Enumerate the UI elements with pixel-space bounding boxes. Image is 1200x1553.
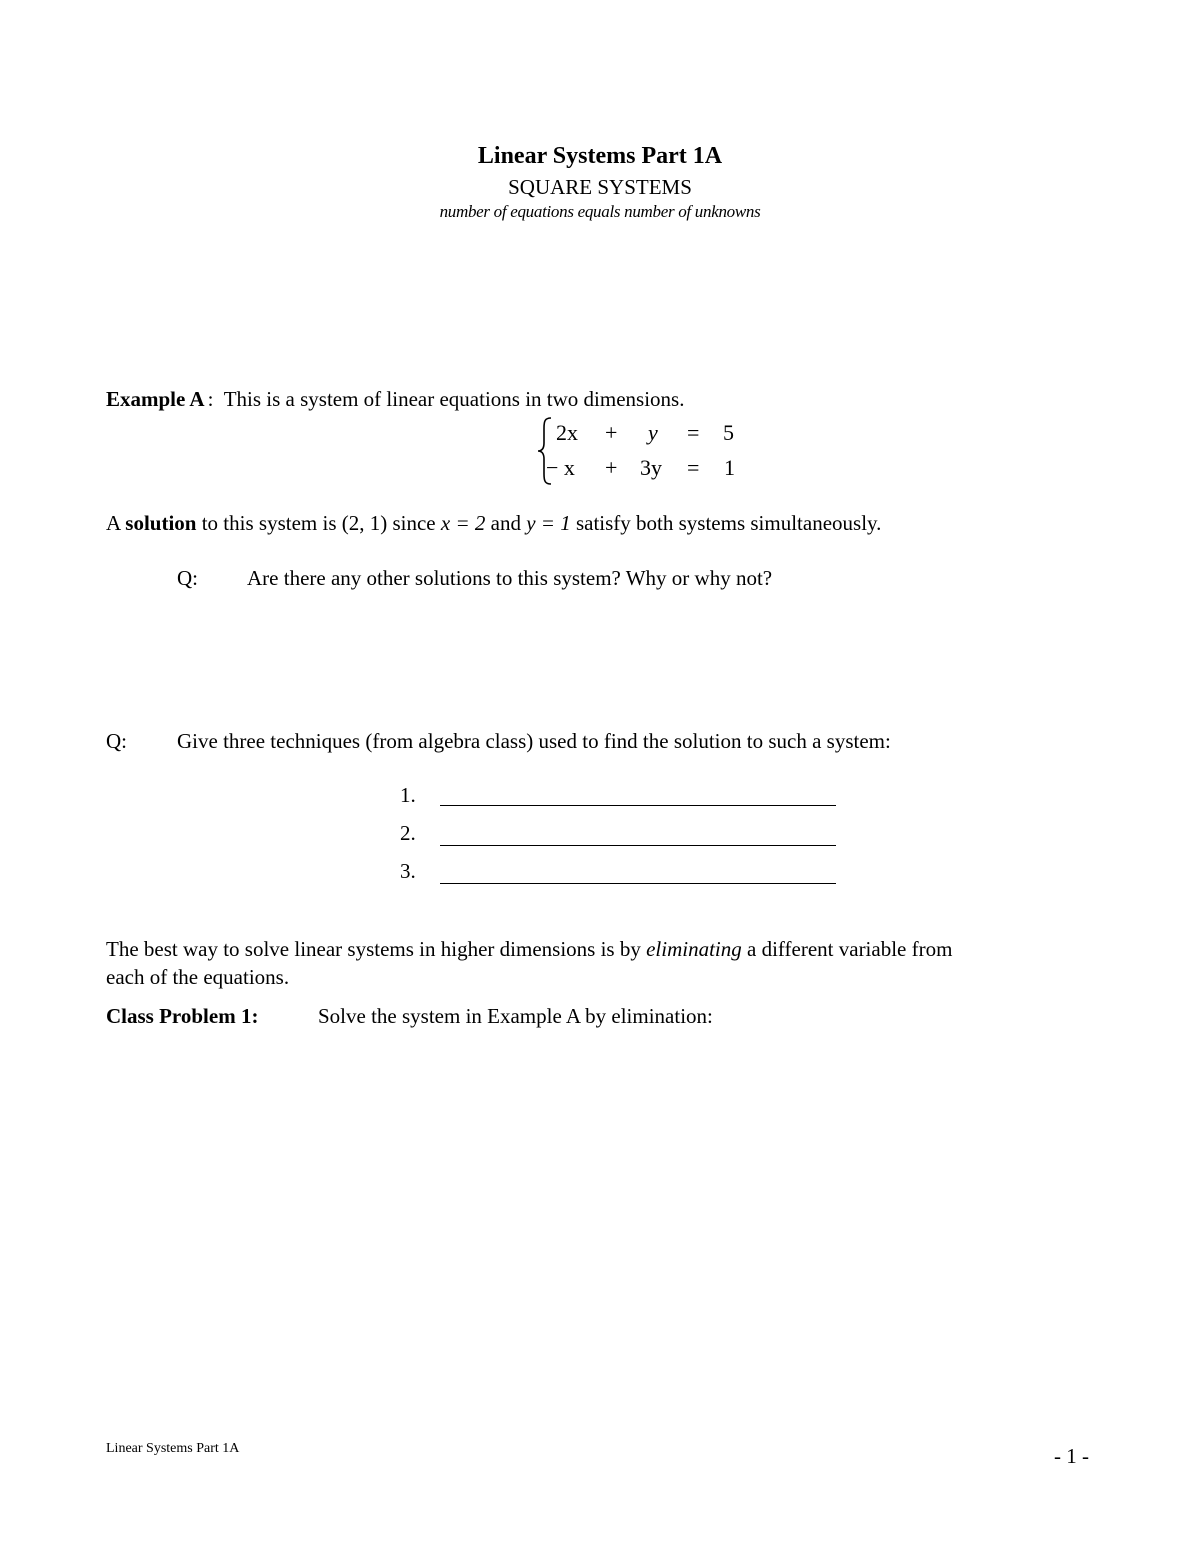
example-a-label: Example A	[106, 387, 205, 411]
eq2-term2: 3y	[640, 455, 662, 480]
question2-label: Q:	[106, 729, 127, 753]
example-a-text: This is a system of linear equations in two dimensions.	[223, 387, 685, 411]
footer-title: Linear Systems Part 1A	[106, 1441, 240, 1456]
page-subtitle: SQUARE SYSTEMS	[508, 175, 692, 199]
elimination-line1	[106, 937, 952, 962]
page-title: Linear Systems Part 1A	[477, 143, 723, 169]
class-problem-label: Class Problem 1:	[106, 1004, 259, 1028]
page-subsubtitle: number of equations equals number of unknowns	[439, 202, 761, 221]
solution-sentence	[106, 511, 881, 536]
answer-number-3: 3.	[400, 859, 416, 883]
eq2-rhs: 1	[724, 455, 735, 480]
eq2-equals: =	[687, 455, 700, 480]
elimination-italic-word: eliminating	[646, 937, 742, 961]
eq2-term1: − x	[546, 455, 575, 480]
eq1-term2: y	[648, 420, 658, 445]
question2-text: Give three techniques (from algebra class) used to find the solution to such a system:	[177, 729, 891, 753]
solution-y-eq: y = 1	[526, 511, 571, 535]
solution-bold-word: solution	[125, 511, 197, 535]
answer-number-1: 1.	[400, 783, 416, 807]
solution-x-eq: x = 2	[440, 511, 486, 535]
example-a-line	[106, 387, 684, 412]
page-number: - 1 -	[1054, 1444, 1089, 1468]
solution-and: and	[490, 511, 521, 535]
solution-text1: to this system is (2, 1) since	[201, 511, 436, 535]
class-problem-text: Solve the system in Example A by elimination:	[318, 1004, 713, 1028]
answer-blank-2[interactable]	[440, 821, 836, 846]
elimination-text2: a different variable from	[747, 937, 953, 961]
solution-prefix: A	[106, 511, 121, 535]
elimination-line2: each of the equations.	[106, 965, 290, 989]
eq1-op: +	[605, 420, 618, 445]
answer-blank-3[interactable]	[440, 859, 836, 884]
answer-number-2: 2.	[400, 821, 416, 845]
eq1-equals: =	[687, 420, 700, 445]
question1-label: Q:	[177, 566, 198, 590]
example-a-colon: :	[207, 387, 214, 411]
elimination-text1: The best way to solve linear systems in higher dimensions is by	[106, 937, 641, 961]
eq1-rhs: 5	[723, 420, 734, 445]
answer-blank-1[interactable]	[440, 783, 836, 806]
eq2-op: +	[605, 455, 618, 480]
solution-text2: satisfy both systems simultaneously.	[575, 511, 882, 535]
question1-text: Are there any other solutions to this system? Why or why not?	[247, 566, 773, 590]
eq1-term1: 2x	[556, 420, 578, 445]
